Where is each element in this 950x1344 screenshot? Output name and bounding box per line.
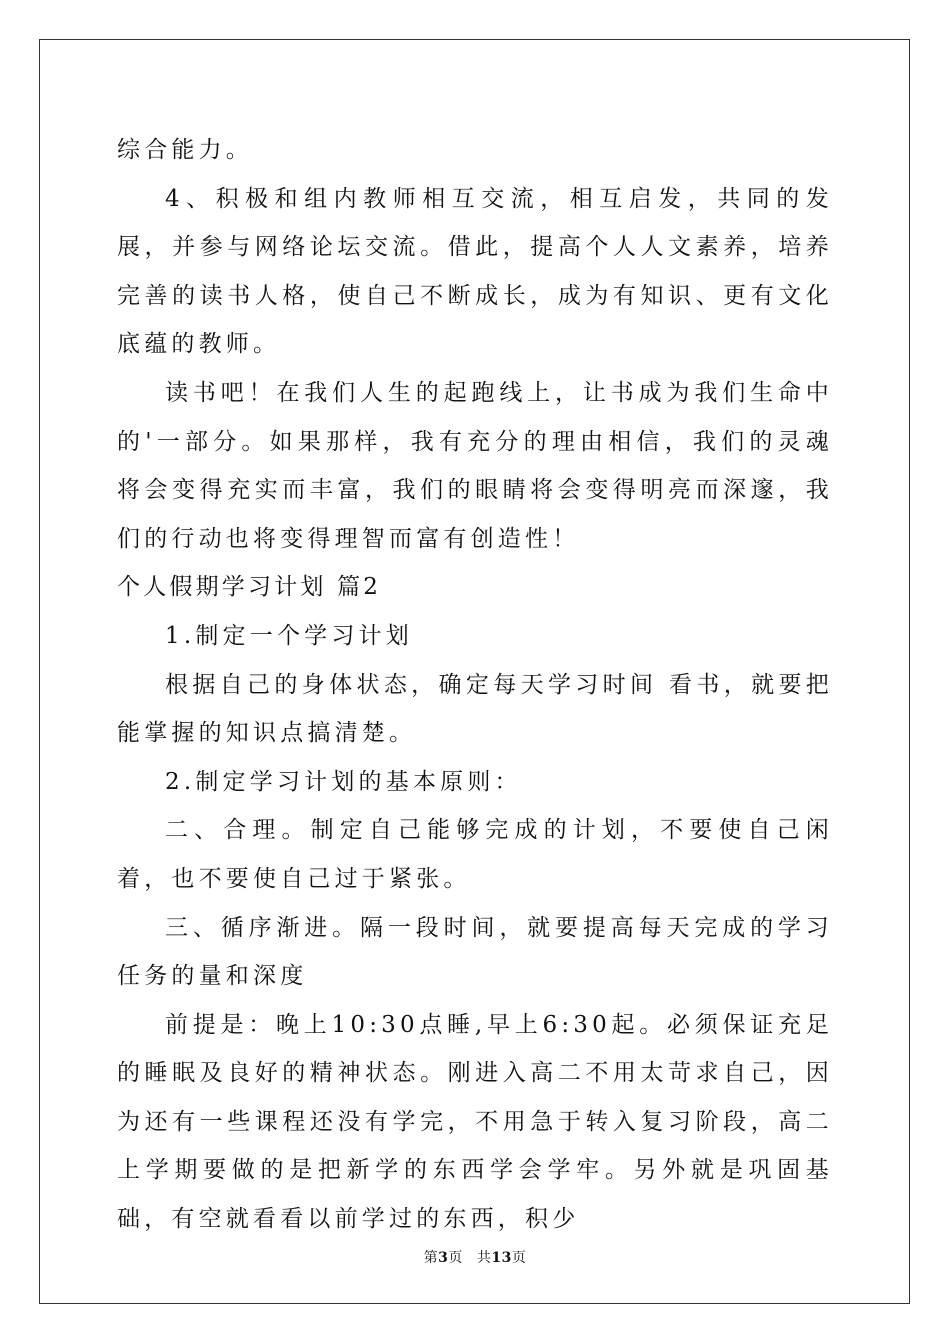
footer-page-word: 页 (448, 1250, 463, 1266)
paragraph-7: 2.制定学习计划的基本原则： (165, 768, 522, 795)
paragraph-1: 综合能力。 (117, 137, 253, 163)
paragraph-8: 二、合理。制定自己能够完成的计划，不要使自己闲着，也不要使自己过于紧张。 (117, 817, 833, 892)
current-page-number: 3 (438, 1250, 449, 1266)
page-footer (0, 1247, 950, 1267)
total-page-number: 13 (491, 1250, 512, 1266)
paragraph-10: 前提是：晚上10:30点睡,早上6:30起。必须保证充足的睡眠及良好的精神状态。刚进入高二不用太苛求自己，因为还有一些课程还没有学完，不用急于转入复习阶段，高二上学期要做的是把新学的东西学会学牢。另外就是巩固基础，有空就看看以前学过的东西，积少 (117, 1011, 833, 1233)
paragraph-2: 4、积极和组内教师相互交流，相互启发，共同的发展，并参与网络论坛交流。借此，提高个人人文素养，培养完善的读书人格，使自己不断成长，成为有知识、更有文化底蕴的教师。 (117, 185, 833, 358)
paragraph-6: 根据自己的身体状态，确定每天学习时间 看书，就要把能掌握的知识点搞清楚。 (117, 671, 833, 747)
document-body (117, 126, 833, 1244)
section-heading: 个人假期学习计划 篇2 (117, 574, 382, 601)
paragraph-9: 三、循序渐进。隔一段时间，就要提高每天完成的学习任务的量和深度 (117, 914, 833, 990)
footer-total-prefix: 共 (476, 1250, 492, 1266)
paragraph-5: 1.制定一个学习计划 (165, 622, 413, 649)
paragraph-3: 读书吧！在我们人生的起跑线上，让书成为我们生命中的'一部分。如果那样，我有充分的理由相信，我们的灵魂将会变得充实而丰富，我们的眼睛将会变得明亮而深邃，我们的行动也将变得理智而富有创造性！ (117, 379, 833, 552)
footer-prefix: 第 (423, 1250, 439, 1266)
footer-total-suffix: 页 (511, 1250, 527, 1266)
